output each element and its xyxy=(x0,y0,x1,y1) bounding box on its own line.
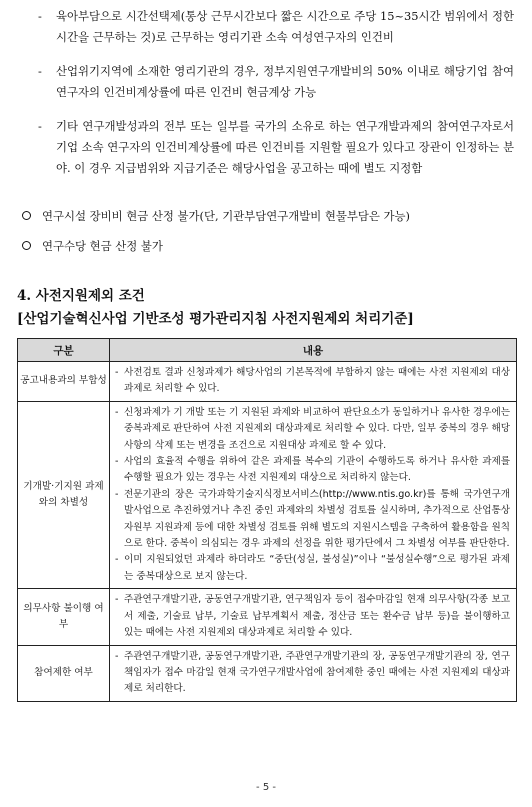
bullet-marker: - xyxy=(115,456,119,468)
row-content xyxy=(110,401,517,588)
bullet-marker: - xyxy=(115,554,119,566)
row-content xyxy=(110,362,517,402)
section-title: 4. 사전지원제외 조건 xyxy=(17,288,145,304)
content-item xyxy=(115,552,510,585)
circle-bullet-icon xyxy=(22,241,31,250)
dash-item-other xyxy=(38,116,514,179)
content-item-text: 주관연구개발기관, 공동연구개발기관, 연구책임자 등이 접수마감일 현재 의무사항(각종 보고서 제출, 기술료 납부, 기술료 납부계획서 제출, 정산금 또는 환수금 납부 등)을 불이행하고 있는 때에는 사전 지원제외 대상과제로 처리할 수 있다. xyxy=(124,594,510,639)
content-item xyxy=(115,365,510,398)
content-item-text: 신청과제가 기 개발 또는 기 지원된 과제와 비교하여 판단요소가 동일하거나 유사한 경우에는 중복과제로 판단하여 사전 지원제외 대상과제로 처리할 수 있다. 다만, 일부 중복의 경우 해당 사항의 삭제 또는 변경을 조건으로 지원대상 과제로 할 수 있다. xyxy=(124,406,510,451)
table-header-row xyxy=(18,339,517,362)
row-content xyxy=(110,645,517,701)
exclusion-criteria-table xyxy=(17,338,517,702)
bullet-marker: - xyxy=(115,594,119,606)
page-number: - 5 - xyxy=(256,782,276,793)
row-content xyxy=(110,589,517,645)
circle-item-text: 연구시설 장비비 현금 산정 불가(단, 기관부담연구개발비 현물부담은 가능) xyxy=(42,209,410,223)
content-item xyxy=(115,405,510,454)
row-category: 공고내용과의 부합성 xyxy=(18,362,110,402)
circle-item-text: 연구수당 현금 산정 불가 xyxy=(42,239,163,253)
dash-item-childcare xyxy=(38,6,514,48)
header-category: 구분 xyxy=(18,339,110,362)
circle-item-allowance xyxy=(20,236,514,257)
dash-item-text: 산업위기지역에 소재한 영리기관의 경우, 정부지원연구개발비의 50% 이내로 해당기업 참여연구자의 인건비계상률에 따른 인건비 현금계상 가능 xyxy=(56,64,514,99)
bullet-marker: - xyxy=(115,650,119,662)
circle-item-equipment xyxy=(20,206,514,227)
content-item-text: 사업의 효율적 수행을 위하여 같은 과제를 복수의 기관이 수행하도록 하거나 유사한 과제를 수행할 필요가 있는 경우는 사전 지원제외 대상으로 처리하지 않는다. xyxy=(124,456,510,484)
header-content: 내용 xyxy=(110,339,517,362)
bullet-marker: - xyxy=(115,367,119,378)
table-row xyxy=(18,589,517,645)
row-category: 기개발·기지원 과제와의 차별성 xyxy=(18,401,110,588)
table-row xyxy=(18,645,517,701)
dash-item-text: 기타 연구개발성과의 전부 또는 일부를 국가의 소유로 하는 연구개발과제의 참여연구자로서 기업 소속 연구자의 인건비계상률에 따른 인건비를 지원할 필요가 있다고 장관이 인정하는 분야. 이 경우 지급범위와 지급기준은 해당사업을 공고하는 때에 별도 지정함 xyxy=(56,119,514,175)
content-item-text: 주관연구개발기관, 공동연구개발기관, 주관연구개발기관의 장, 공동연구개발기관의 장, 연구책임자가 접수 마감일 현재 국가연구개발사업에 참여제한 중인 때에는 사전 지원제외 대상과제로 처리한다. xyxy=(124,650,510,695)
content-item xyxy=(115,649,510,698)
table-row xyxy=(18,401,517,588)
dash-item-crisis-region xyxy=(38,61,514,103)
content-item xyxy=(115,487,510,553)
dash-item-text: 육아부담으로 시간선택제(통상 근무시간보다 짧은 시간으로 주당 15~35시간 범위에서 정한 시간을 근무하는 것)로 근무하는 영리기관 소속 여성연구자의 인건비 xyxy=(56,9,514,44)
content-item xyxy=(115,454,510,487)
content-item-text: 전문기관의 장은 국가과학기술지식정보서비스(http://www.ntis.go.kr)를 통해 국가연구개발사업으로 추진하였거나 추진 중인 과제와의 차별성 검토를 실시하며, 추가적으로 산업통상자원부 지원과제 등에 대한 차별성 검토를 위해 별도의 지원시스템을 구축하여 활용함을 원칙으로 한다. 중복이 의심되는 경우 과제의 선정을 위한 평가단에서 그 차별성 여부를 판단한다. xyxy=(124,488,510,550)
row-category: 참여제한 여부 xyxy=(18,645,110,701)
content-item-text: 이미 지원되었던 과제라 하더라도 “중단(성실, 불성실)”이나 “불성실수행”으로 평가된 과제는 중복대상으로 보지 않는다. xyxy=(124,554,510,582)
content-item-text: 사전검토 결과 신청과제가 해당사업의 기본목적에 부합하지 않는 때에는 사전 지원제외 대상과제로 처리할 수 있다. xyxy=(124,367,510,395)
row-category: 의무사항 불이행 여부 xyxy=(18,589,110,645)
circle-bullet-icon xyxy=(22,211,31,220)
bullet-marker: - xyxy=(115,406,119,418)
dash-marker: - xyxy=(38,64,42,78)
dash-marker: - xyxy=(38,9,42,23)
section-subtitle: [산업기술혁신사업 기반조성 평가관리지침 사전지원제외 처리기준] xyxy=(17,311,414,327)
bullet-marker: - xyxy=(115,488,119,500)
content-item xyxy=(115,592,510,641)
dash-marker: - xyxy=(38,119,42,133)
table-row xyxy=(18,362,517,402)
